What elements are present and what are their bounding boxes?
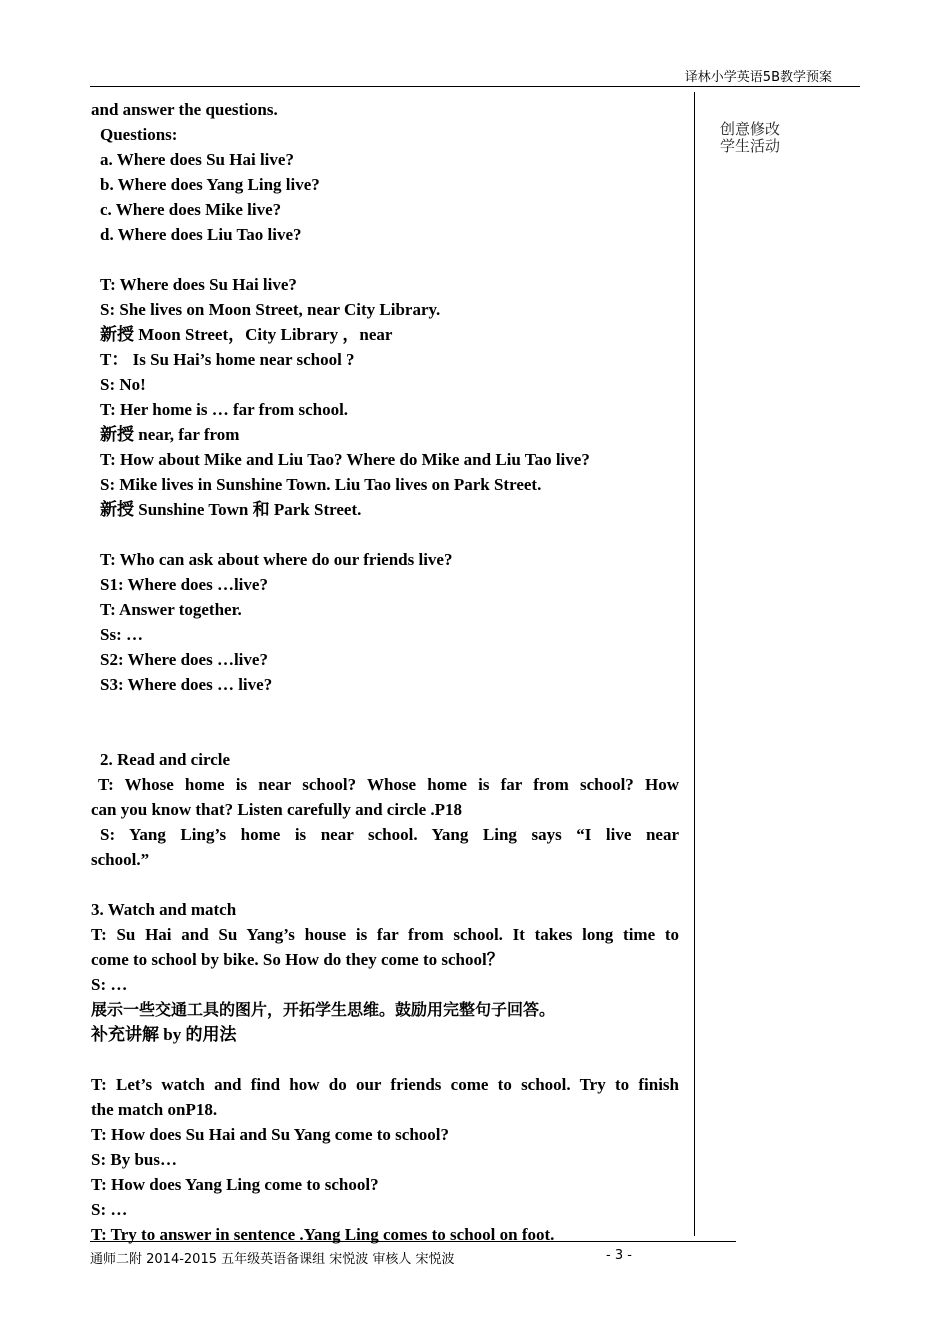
text-line: T: Where does Su Hai live? [100, 275, 297, 294]
text-line: b. Where does Yang Ling live? [100, 175, 320, 194]
text-line: S: She lives on Moon Street, near City Library. [100, 300, 441, 319]
blank-line [91, 697, 679, 722]
text-line: S: No! [100, 375, 146, 394]
text-line: S: By bus… [91, 1150, 177, 1169]
text-line: T: Let’s watch and find how do our friends come to school. Try to finish [91, 1075, 679, 1094]
text-line: come to school by bike. So How do they come to school？ [91, 950, 504, 969]
page-number: - 3 - [606, 1248, 632, 1263]
header-title: 译林小学英语5B教学预案 [684, 70, 832, 85]
text-line: can you know that? Listen carefully and circle .P18 [91, 800, 463, 819]
text-line: school.” [91, 850, 150, 869]
text-line: S1: Where does …live? [100, 575, 268, 594]
text-line: T: How does Su Hai and Su Yang come to school? [91, 1125, 449, 1144]
text-line: T： Is Su Hai’s home near school ? [100, 350, 355, 369]
text-line: 新授 Sunshine Town 和 Park Street. [100, 500, 362, 519]
text-line: d. Where does Liu Tao live? [100, 225, 302, 244]
text-line: T: How about Mike and Liu Tao? Where do Mike and Liu Tao live? [100, 450, 590, 469]
header-rule [90, 86, 860, 87]
text-line: 新授 near, far from [100, 425, 240, 444]
text-line: a. Where does Su Hai live? [100, 150, 294, 169]
text-line: S: … [91, 1200, 128, 1219]
text-line: 新授 Moon Street，City Library ，near [100, 325, 393, 344]
text-line: 展示一些交通工具的图片，开拓学生思维。鼓励用完整句子回答。 [91, 1000, 556, 1019]
blank-line [91, 247, 679, 272]
side-note [720, 121, 780, 155]
section-heading: 3. Watch and match [91, 900, 237, 919]
text-line: S: Mike lives in Sunshine Town. Liu Tao lives on Park Street. [100, 475, 542, 494]
text-line: S: … [91, 975, 128, 994]
text-line: S3: Where does … live? [100, 675, 273, 694]
text-line: T: Su Hai and Su Yang’s house is far from school. It takes long time to [91, 925, 679, 944]
text-line: S2: Where does …live? [100, 650, 268, 669]
text-line: T: Who can ask about where do our friends live? [100, 550, 453, 569]
text-line: 补充讲解 by 的用法 [91, 1025, 237, 1044]
blank-line [91, 522, 679, 547]
text-line: Questions: [100, 125, 178, 144]
text-line: the match onP18. [91, 1100, 218, 1119]
side-note-line-2: 学生活动 [720, 137, 781, 155]
blank-line [91, 872, 679, 897]
blank-line [91, 722, 679, 747]
footer-rule [90, 1241, 736, 1242]
text-line: c. Where does Mike live? [100, 200, 282, 219]
column-divider [694, 92, 695, 1236]
text-line: T: Try to answer in sentence .Yang Ling comes to school on foot. [91, 1225, 555, 1244]
section-heading: 2. Read and circle [100, 750, 231, 769]
text-line: T: Her home is … far from school. [100, 400, 349, 419]
side-note-line-1: 创意修改 [720, 120, 781, 138]
text-line: S: Yang Ling’s home is near school. Yang Ling says “I live near [100, 825, 679, 844]
text-line: T: Answer together. [100, 600, 242, 619]
blank-line [91, 1047, 679, 1072]
text-line: and answer the questions. [91, 100, 278, 119]
text-line: T: Whose home is near school? Whose home is far from school? How [98, 775, 679, 794]
text-line: Ss: … [100, 625, 143, 644]
text-line: T: How does Yang Ling come to school? [91, 1175, 379, 1194]
footer-text: 通师二附 2014-2015 五年级英语备课组 宋悦波 审核人 宋悦波 [90, 1252, 455, 1267]
lesson-body [91, 97, 679, 1247]
